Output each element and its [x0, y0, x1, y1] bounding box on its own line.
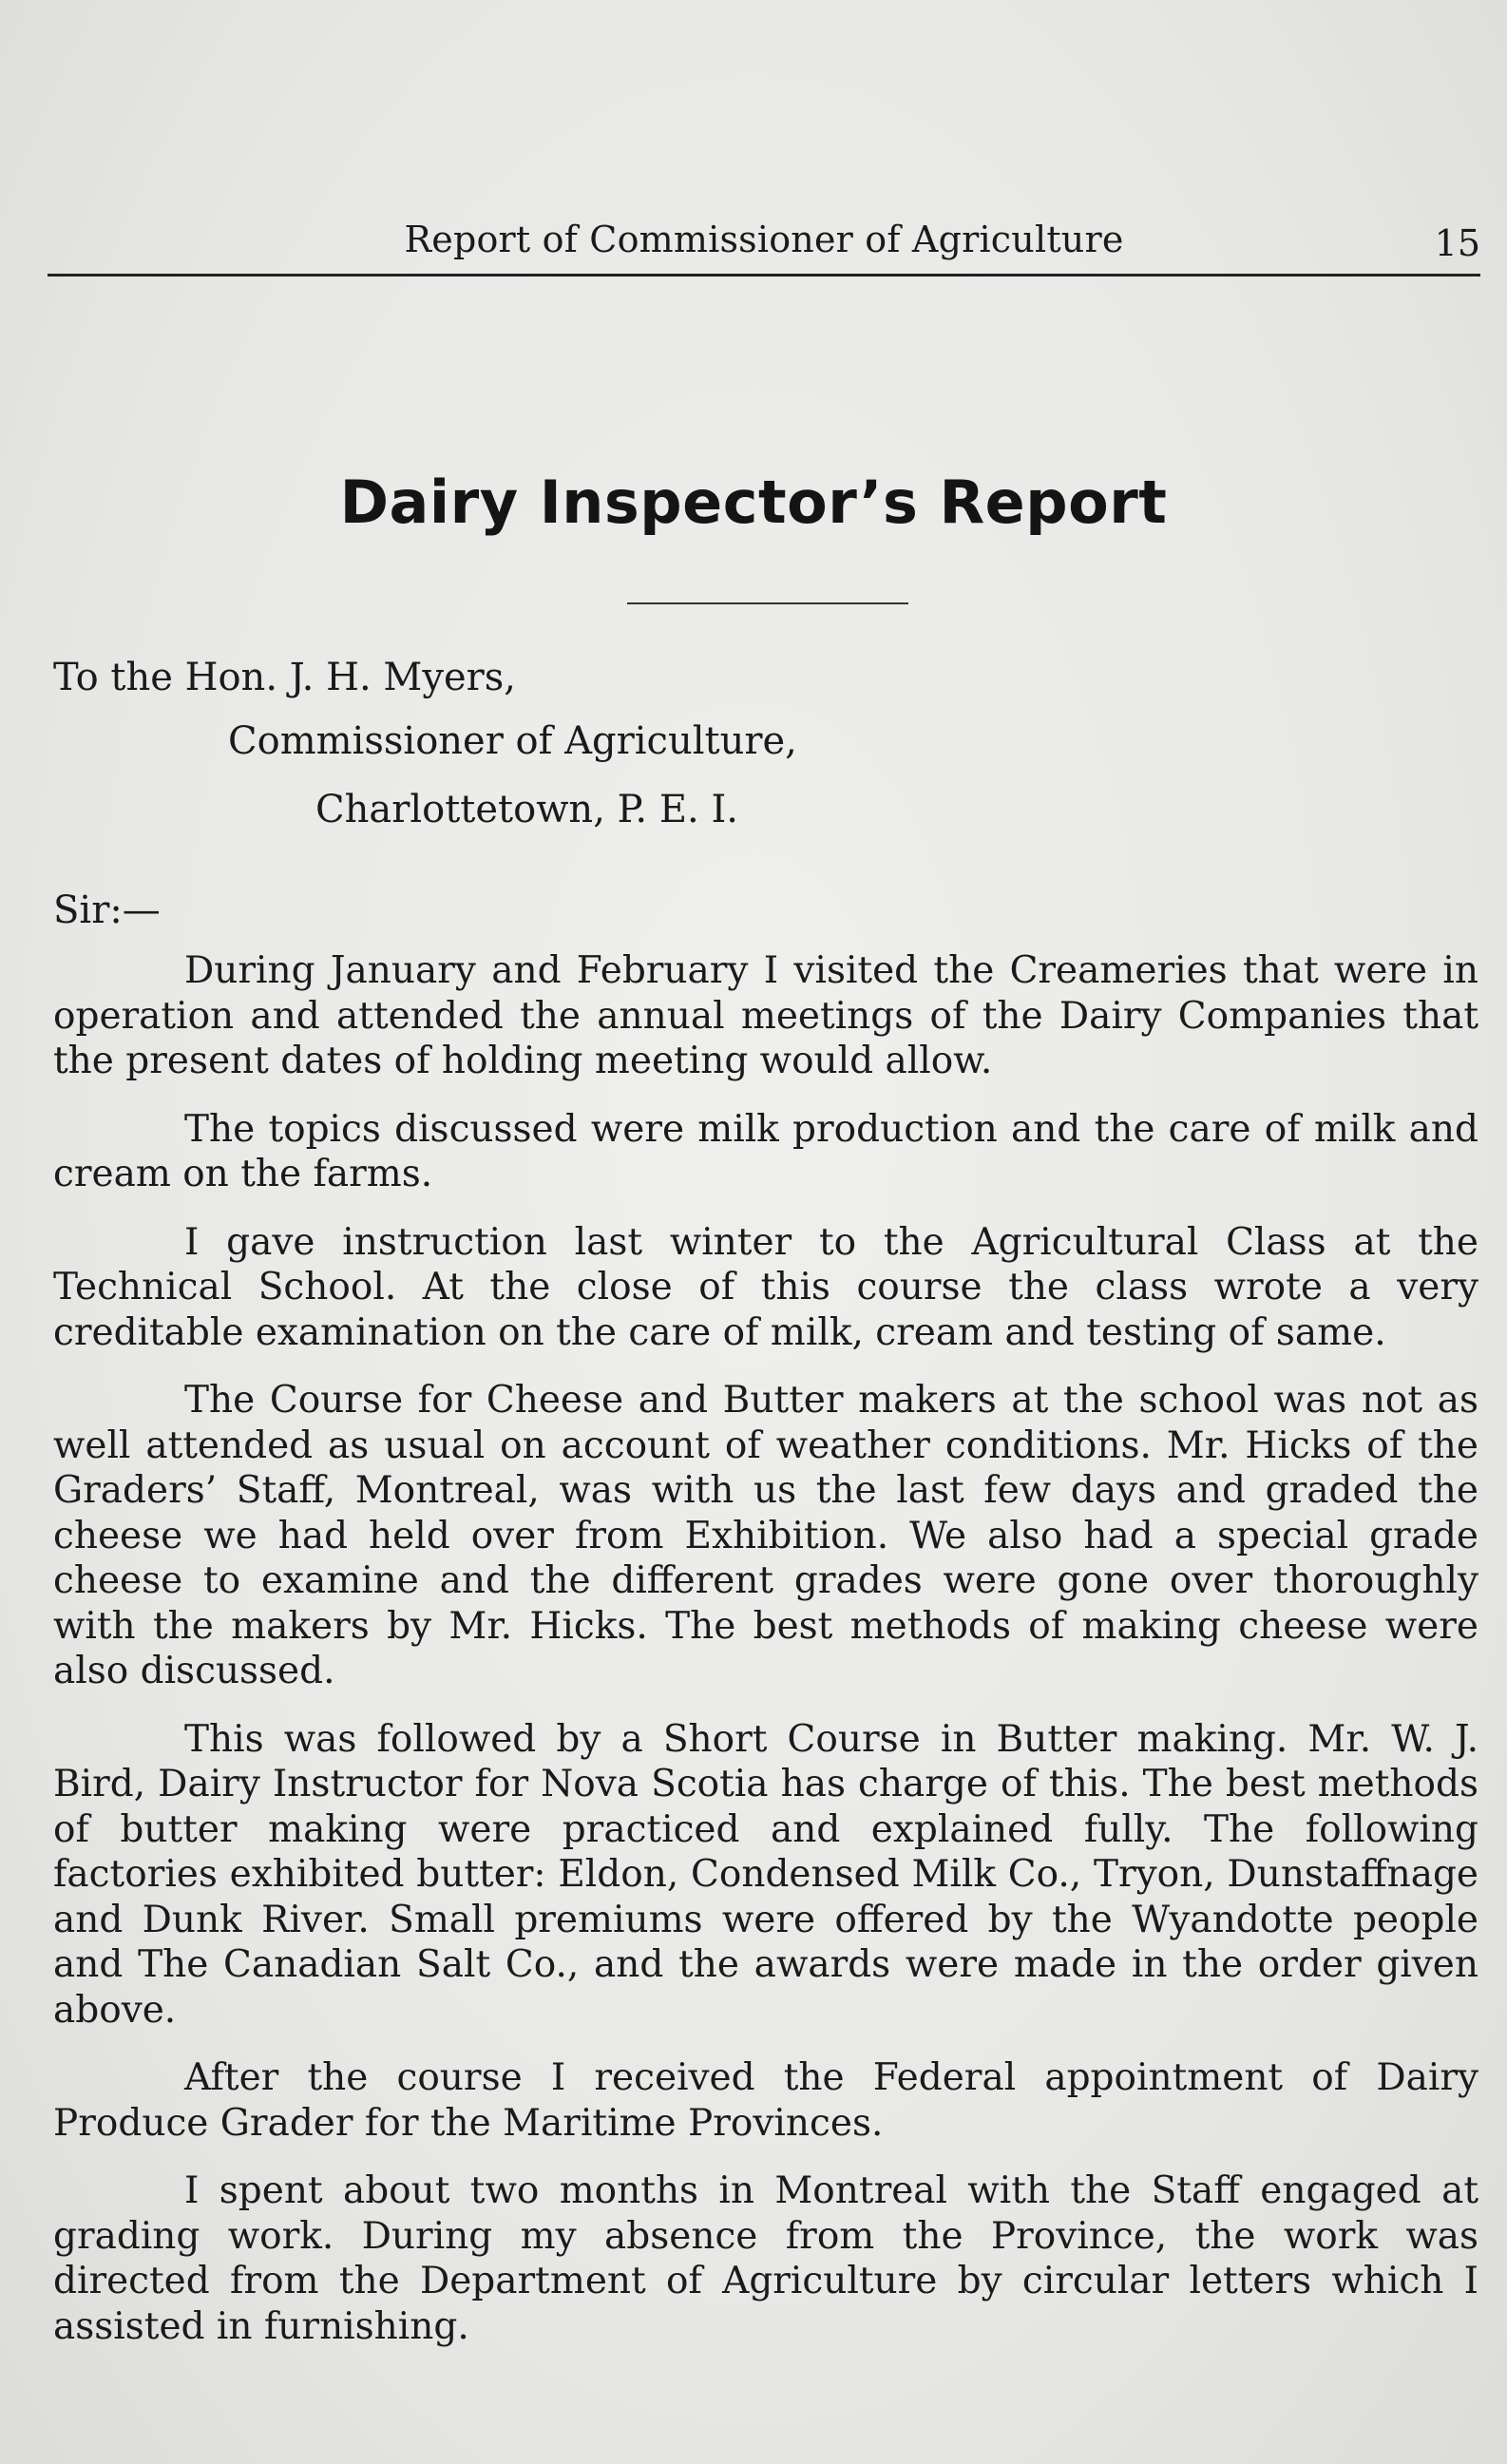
- greeting: Sir:—: [53, 888, 161, 932]
- paragraph: The Course for Cheese and Butter makers at the school was not as well attended as usual on account of weather conditions. Mr. Hicks of the Graders’ Staff, Montreal, was with us the last few days and graded the cheese we had held over from Exhibition. We also had a special grade cheese to examine and the different grades were gone over thoroughly with the makers by Mr. Hicks. The best methods of making cheese were also discussed.: [53, 1379, 1478, 1692]
- addressee-name: To the Hon. J. H. Myers,: [53, 656, 517, 699]
- report-title: Dairy Inspector’s Report: [339, 468, 1168, 537]
- running-title: Report of Commissioner of Agriculture: [404, 219, 1124, 260]
- paragraph: I gave instruction last winter to the Agricultural Class at the Technical School. At the close of this course the class wrote a very creditable examination on the care of milk, cream and testing of same.: [53, 1220, 1478, 1354]
- page-number: 15: [1434, 222, 1480, 264]
- paragraph: During January and February I visited the Creameries that were in operation and attended the annual meetings of the Dairy Companies that the present dates of holding meeting would allow.: [53, 949, 1478, 1082]
- title-divider: [627, 602, 908, 604]
- addressee-title: Commissioner of Agriculture,: [228, 719, 797, 763]
- paragraph: After the course I received the Federal appointment of Dairy Produce Grader for the Maritime Provinces.: [53, 2056, 1478, 2145]
- paragraph: I spent about two months in Montreal with the Staff engaged at grading work. During my absence from the Province, the work was directed from the Department of Agriculture by circular letters which I assisted in furnishing.: [53, 2169, 1478, 2348]
- paragraph: The topics discussed were milk production and the care of milk and cream on the farms.: [53, 1107, 1478, 1195]
- paragraph: This was followed by a Short Course in Butter making. Mr. W. J. Bird, Dairy Instructor for Nova Scotia has charge of this. The best methods of butter making were practiced and explained fully. The following factories exhibited butter: Eldon, Condensed Milk Co., Tryon, Dunstaffnage and Dunk River. Small premiums were offered by the Wyandotte people and The Canadian Salt Co., and the awards were made in the order given above.: [53, 1717, 1478, 2032]
- running-header: [48, 215, 1480, 277]
- addressee-location: Charlottetown, P. E. I.: [315, 788, 738, 831]
- report-body: [53, 948, 1478, 2372]
